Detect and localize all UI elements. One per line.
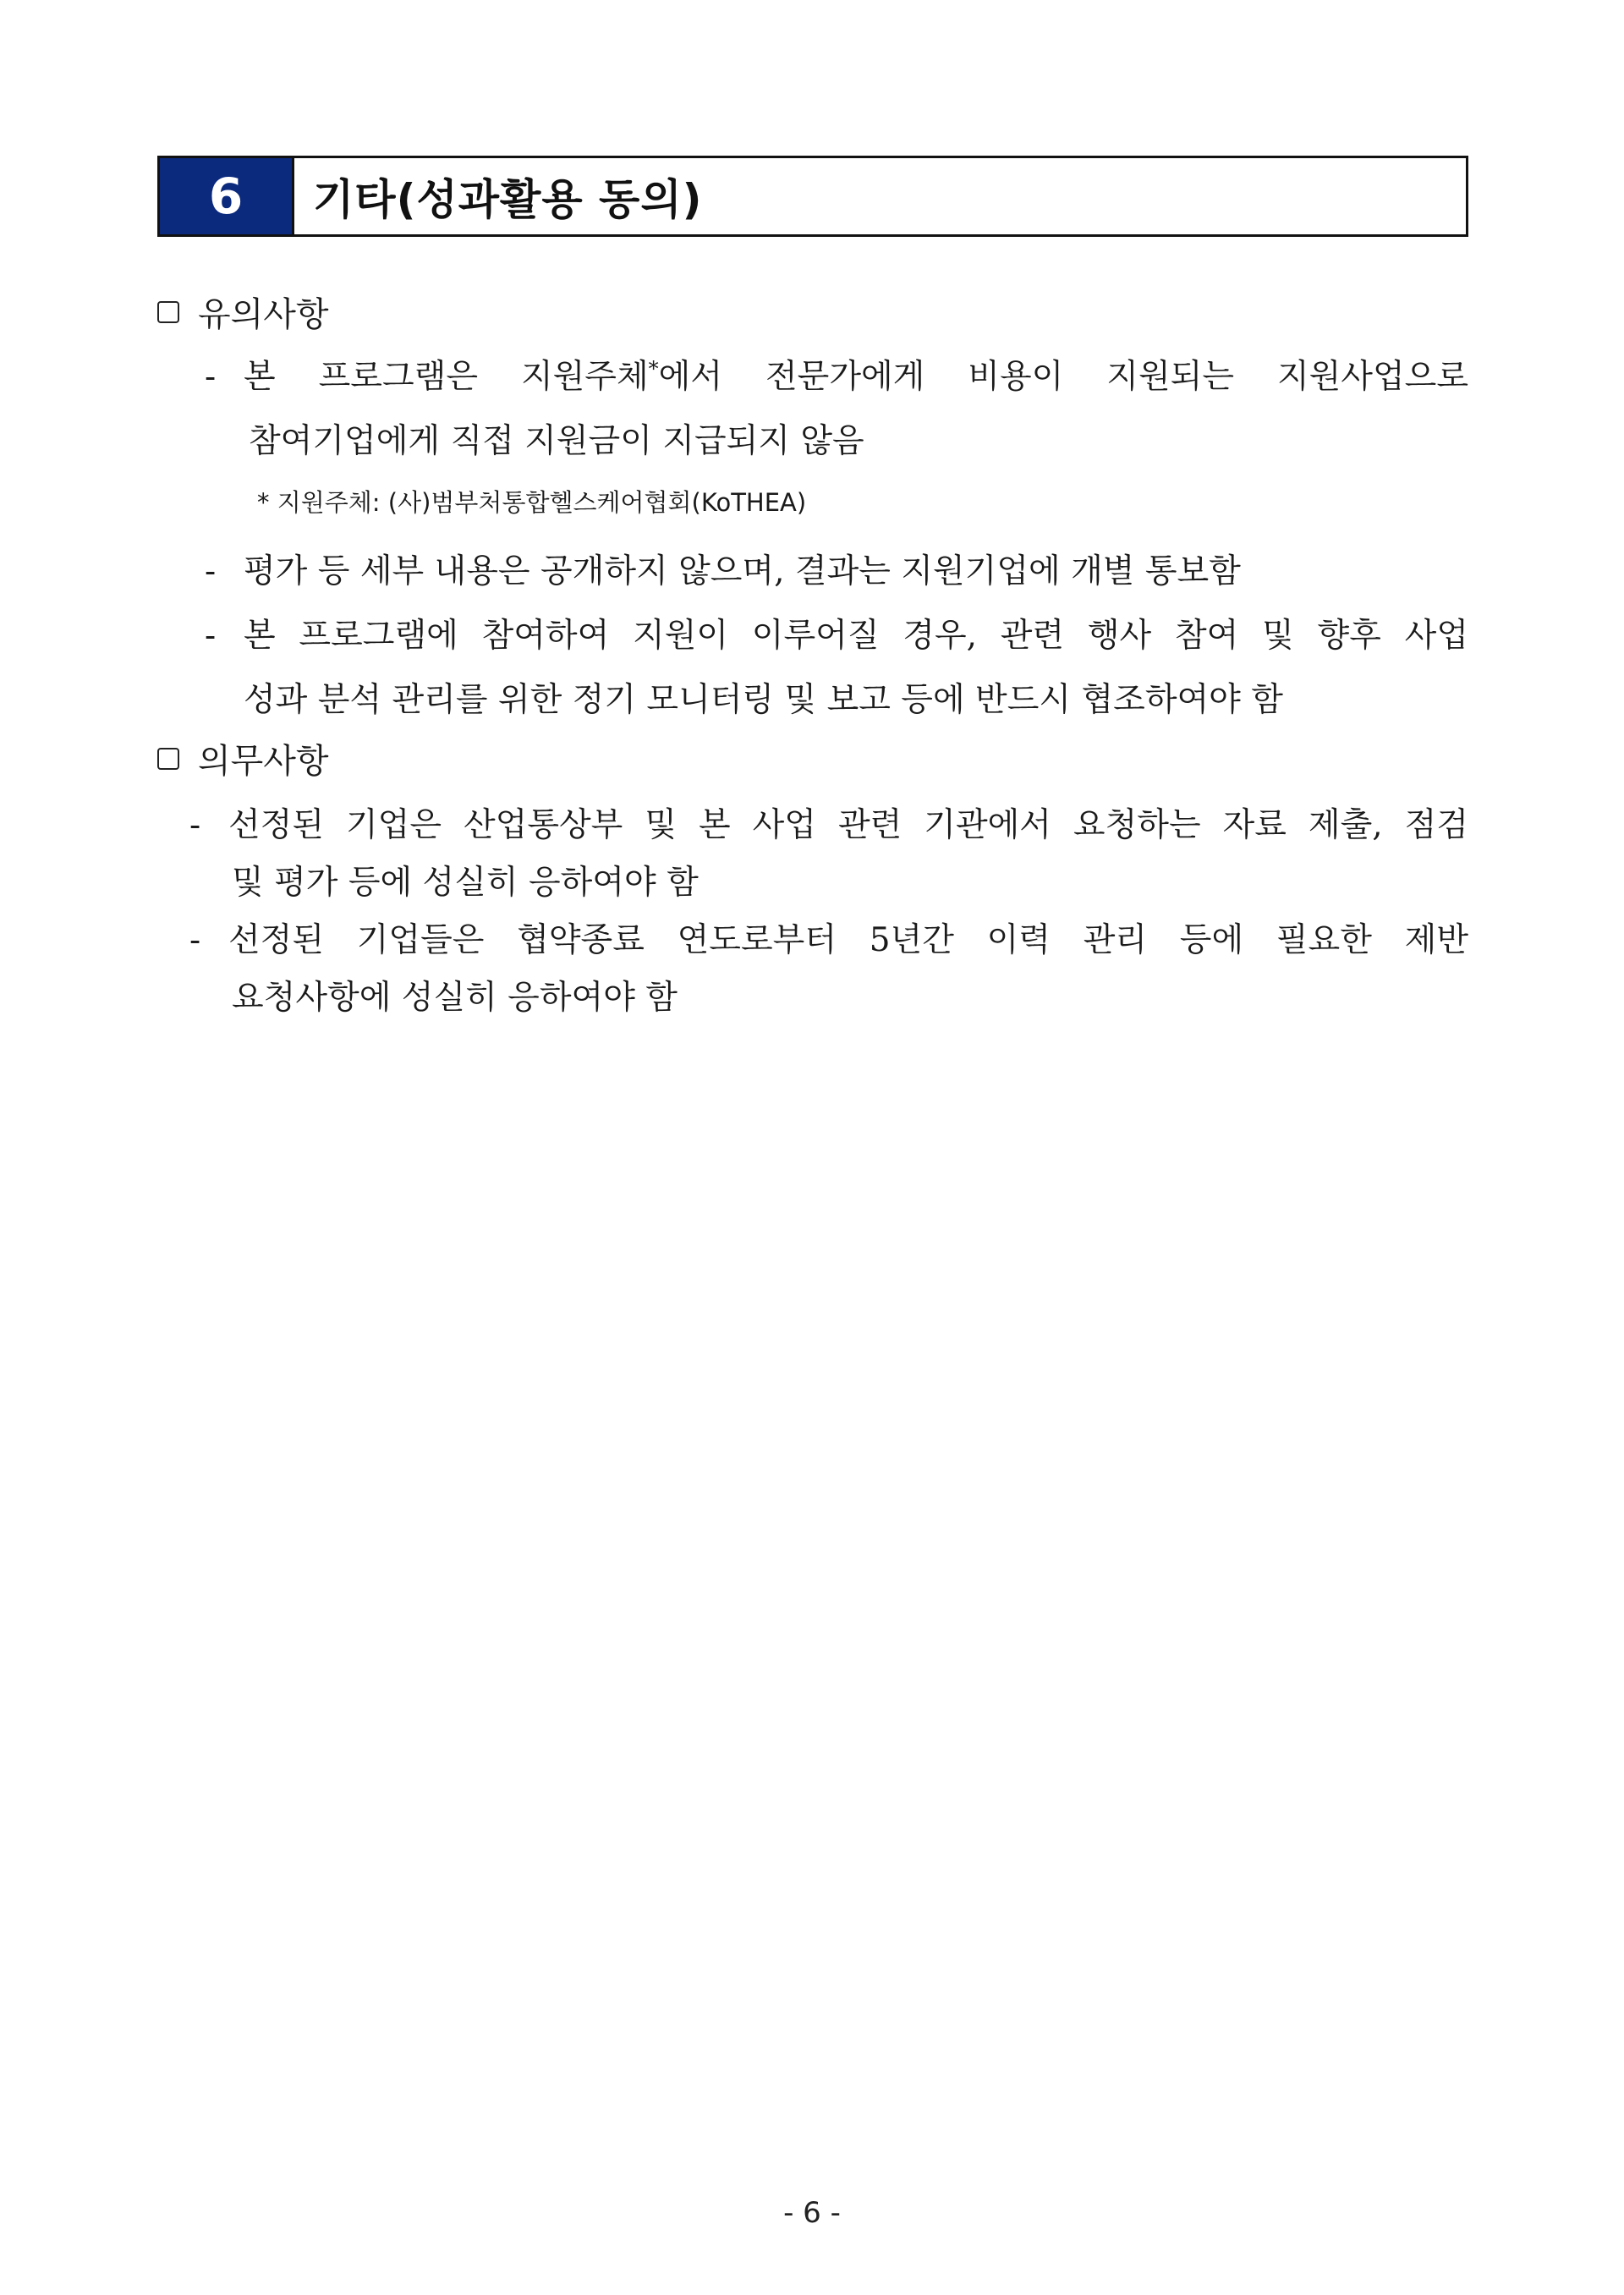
notes-item-2-text: 평가 등 세부 내용은 공개하지 않으며, 결과는 지원기업에 개별 통보함 [244, 552, 1241, 590]
notes-item-1-text-a: 본 프로그램은 지원주체 [244, 358, 649, 396]
notes-item-1-line-2: 참여기업에게 직접 지원금이 지급되지 않음 [249, 422, 864, 460]
notes-heading-row [157, 288, 329, 336]
checkbox-icon [157, 301, 179, 323]
notes-item-1-text-b: 에서 전문가에게 비용이 지원되는 지원사업으로 [658, 358, 1468, 396]
duties-heading: 의무사항 [198, 742, 329, 781]
page-number: - 6 - [783, 2196, 841, 2230]
footnote: * 지원주체: (사)범부처통합헬스케어협회(KoTHEA) [257, 488, 807, 517]
duties-item-2-line-2: 요청사항에 성실히 응하여야 함 [232, 979, 678, 1017]
section-number: 6 [160, 158, 294, 234]
footnote-mark: * [648, 357, 659, 381]
duties-item-1-text: 선정된 기업은 산업통상부 및 본 사업 관련 기관에서 요청하는 자료 제출, 점검 [228, 806, 1468, 844]
dash-marker: - [205, 358, 217, 396]
notes-heading: 유의사항 [198, 295, 329, 334]
section-title: 기타(성과활용 동의) [313, 175, 703, 224]
notes-item-3-line-1 [205, 609, 1468, 656]
duties-heading-row [157, 734, 329, 782]
notes-item-3-line-2: 성과 분석 관리를 위한 정기 모니터링 및 보고 등에 반드시 협조하여야 함 [244, 681, 1283, 719]
dash-marker: - [189, 806, 201, 844]
section-header [157, 156, 1468, 237]
notes-item-2 [205, 545, 1241, 592]
dash-marker: - [189, 921, 201, 959]
dash-marker: - [205, 617, 217, 655]
checkbox-icon [157, 748, 179, 770]
duties-item-1-line-2: 및 평가 등에 성실히 응하여야 함 [232, 864, 699, 902]
duties-item-2-text: 선정된 기업들은 협약종료 연도로부터 5년간 이력 관리 등에 필요한 제반 [228, 921, 1468, 959]
duties-item-1-line-1 [189, 799, 1468, 846]
dash-marker: - [205, 552, 217, 590]
duties-item-2-line-1 [189, 914, 1468, 961]
notes-item-3-text: 본 프로그램에 참여하여 지원이 이루어질 경우, 관련 행사 참여 및 향후 사업 [244, 617, 1469, 655]
notes-item-1-line-1 [205, 350, 1468, 398]
